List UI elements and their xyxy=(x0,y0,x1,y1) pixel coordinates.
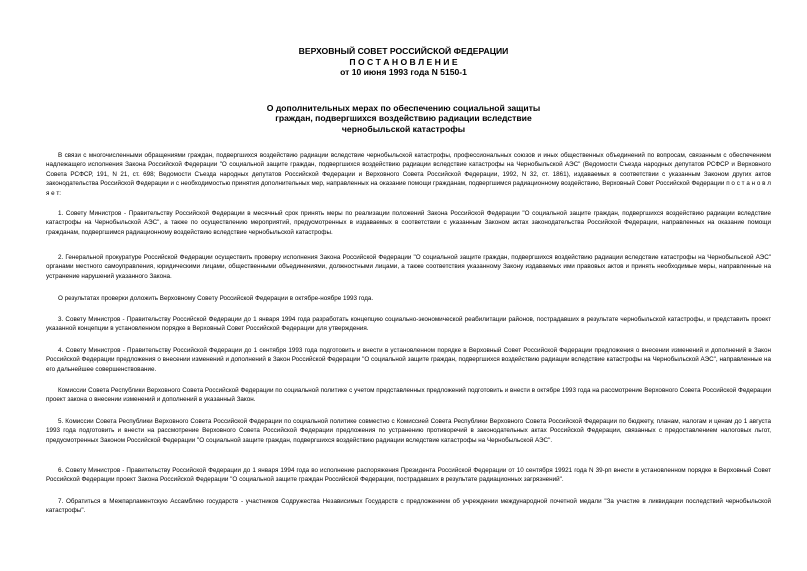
title-line: граждан, подвергшихся воздействию радиации вследствие xyxy=(275,113,532,124)
document-date-number: от 10 июня 1993 года N 5150-1 xyxy=(340,67,467,77)
title-line: чернобыльской катастрофы xyxy=(341,123,466,134)
document-type: П О С Т А Н О В Л Е Н И Е xyxy=(349,56,458,67)
document-header xyxy=(0,46,807,78)
clause-5-paragraph: 5. Комиссии Совета Республики Верховного Совета Российской Федерации по социальной политике совместно с Комиссией Совета Республики Верховного Совета Российской Федерации по бюджету, планам, налогам и ценам до 1 августа 1993 года подготовить и внести на рассмотрение Верховного Совета Российской Федерации предложения по устранению противоречий в законодательных актах Российской Федерации, связанных с предоставлением налоговых льгот, предусмотренных Законом Российской Федерации "О социальной защите граждан, подвергшихся воздействию радиации вследствие катастрофы на Чернобыльской АЭС". xyxy=(46,418,771,444)
clause-3-paragraph: 3. Совету Министров - Правительству Российской Федерации до 1 января 1994 года разработать концепцию социально-экономической реабилитации районов, пострадавших в результате чернобыльской катастрофы, и представить проект указанной концепции в установленном порядке в Верховный Совет Российской Федерации для утверждения. xyxy=(46,316,771,333)
preamble-paragraph: В связи с многочисленными обращениями граждан, подвергшихся воздействию радиации вследствие чернобыльской катастрофы, профессиональных союзов и иных общественных объединений по вопросам, связанным с обеспечением надлежащего исполнения Закона Российской Федерации "О социальной защите граждан, подвергшихся воздействию радиации вследствие катастрофы на Чернобыльской АЭС" (Ведомости Съезда народных депутатов РСФСР и Верховного Совета РСФСР, 191, N 21, ст. 698; Ведомости Съезда народных депутатов Российской Федерации и Верховного Совета Российской Федерации, 1992, N 32, ст. 1861), издаваемых в соответствии с указанным Законом других актов законодательства Российской Федерации и с необходимостью принятия дополнительных мер, направленных на оказание помощи гражданам, подвергшимся радиационному воздействию, Верховный Совет Российской Федерации п о с т а н о в л я е т: xyxy=(46,152,771,197)
clause-4-commission-paragraph: Комиссии Совета Республики Верховного Совета Российской Федерации по социальной политике с учетом представленных предложений подготовить и внести в октябре 1993 года на рассмотрение Верховного Совета Российской Федерации проект закона о внесении изменений и дополнений в указанный Закон. xyxy=(46,387,771,404)
clause-1-paragraph: 1. Совету Министров - Правительству Российской Федерации в месячный срок принять меры по реализации положений Закона Российской Федерации "О социальной защите граждан, подвергшихся воздействию радиации вследствие катастрофы на Чернобыльской АЭС", а также по осуществлению мероприятий, предусмотренных в издаваемых в соответствии с указанным Законом актах законодательства Российской Федерации, направленных на оказание помощи гражданам, подвергшимся радиационному воздействию вследствие чернобыльской катастрофы. xyxy=(46,210,771,236)
issuing-organization: ВЕРХОВНЫЙ СОВЕТ РОССИЙСКОЙ ФЕДЕРАЦИИ xyxy=(298,46,509,56)
clause-2-result-paragraph: О результатах проверки доложить Верховному Совету Российской Федерации в октябре-ноябре 1993 года. xyxy=(58,295,374,302)
clause-4-paragraph: 4. Совету Министров - Правительству Российской Федерации до 1 сентября 1993 года подготовить и внести в установленном порядке в Верховный Совет Российской Федерации предложения о внесении изменений и дополнений в Закон Российской Федерации предложения о внесении изменений и дополнений в Закон Российской Федерации "О социальной защите граждан, подвергшихся воздействию радиации вследствие катастрофы на Чернобыльской АЭС", направленные на его дальнейшее совершенствование. xyxy=(46,347,771,373)
title-line: О дополнительных мерах по обеспечению социальной защиты xyxy=(266,103,541,113)
clause-2-paragraph: 2. Генеральной прокуратуре Российской Федерации осуществить проверку исполнения Закона Российской Федерации "О социальной защите граждан, подвергшихся воздействию радиации вследствие катастрофы на Чернобыльской АЭС" органами местного самоуправления, юридическими лицами, общественными объединениями, должностными лицами, а также соответствия указанному Закону издаваемых ими правовых актов и принять необходимые меры, направленные на устранение нарушений указанного Закона. xyxy=(46,254,771,280)
clause-6-paragraph: 6. Совету Министров - Правительству Российской Федерации до 1 января 1994 года во исполнение распоряжения Президента Российской Федерации от 10 сентября 19921 года N 39-рп внести в установленном порядке в Верховный Совет Российской Федерации проект Закона Российской Федерации "О социальной защите граждан Российской Федерации, пострадавших в результате радиационных загрязнений". xyxy=(46,467,771,484)
document-title xyxy=(0,103,807,134)
clause-7-paragraph: 7. Обратиться в Межпарламентскую Ассамблею государств - участников Содружества Независимых Государств с предложением об учреждении международной почетной медали "За участие в ликвидации последствий чернобыльской катастрофы". xyxy=(46,498,771,515)
